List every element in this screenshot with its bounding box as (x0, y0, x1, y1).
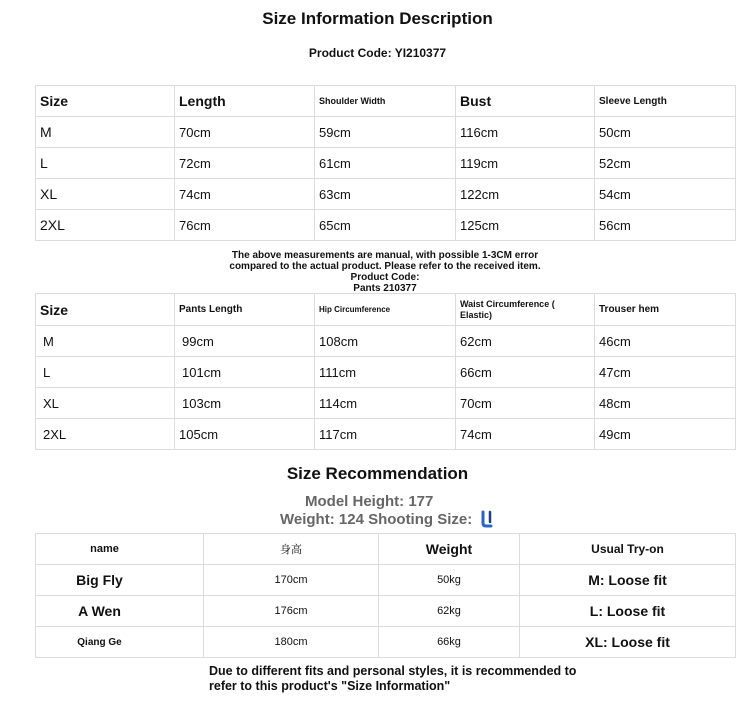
cell: 105cm (175, 419, 315, 450)
cell: M (36, 117, 175, 148)
cell: 52cm (595, 148, 736, 179)
table-header-row (36, 86, 736, 117)
note-line: Product Code: (350, 272, 420, 283)
model-weight: Weight: 124 Shooting Size: (280, 511, 473, 528)
table-row (36, 117, 736, 148)
table-row (36, 596, 736, 627)
cell: 72cm (175, 148, 315, 179)
cell: 48cm (595, 388, 736, 419)
header-usual-try-on: Usual Try-on (520, 534, 736, 565)
cell: 180cm (204, 627, 379, 658)
cell: 47cm (595, 357, 736, 388)
footer-line: refer to this product's "Size Information" (209, 679, 451, 693)
cell: 122cm (456, 179, 595, 210)
footer-line: Due to different fits and personal styles, it is recommended to (209, 664, 577, 678)
cell: A Wen (36, 596, 204, 627)
footer-note (209, 664, 576, 694)
table-row (36, 627, 736, 658)
header-height: 身高 (204, 534, 379, 565)
cell: 108cm (315, 326, 456, 357)
header-bust: Bust (456, 86, 595, 117)
cell: 111cm (315, 357, 456, 388)
header-trouser-hem: Trouser hem (595, 294, 736, 326)
table-row (36, 179, 736, 210)
table-header-row (36, 294, 736, 326)
cell: 59cm (315, 117, 456, 148)
cell: 50kg (379, 565, 520, 596)
cell: 114cm (315, 388, 456, 419)
cell: 116cm (456, 117, 595, 148)
cell: 170cm (204, 565, 379, 596)
header-weight: Weight (379, 534, 520, 565)
measurement-note (0, 250, 755, 294)
cell: XL (36, 388, 175, 419)
table-header-row (36, 534, 736, 565)
cell: 54cm (595, 179, 736, 210)
cell: 74cm (456, 419, 595, 450)
cell: 66kg (379, 627, 520, 658)
cell: L (36, 148, 175, 179)
cell: 62kg (379, 596, 520, 627)
cell: 2XL (36, 210, 175, 241)
header-size: Size (36, 294, 175, 326)
cell: Qiang Ge (36, 627, 204, 658)
cell: 101cm (175, 357, 315, 388)
cell: L (36, 357, 175, 388)
header-waist-circumference (456, 294, 595, 326)
cell: 65cm (315, 210, 456, 241)
cell: 117cm (315, 419, 456, 450)
table-row (36, 148, 736, 179)
size-table (35, 85, 736, 241)
hanger-icon (479, 510, 493, 528)
cell: XL: Loose fit (520, 627, 736, 658)
cell: 76cm (175, 210, 315, 241)
cell: M: Loose fit (520, 565, 736, 596)
cell: 46cm (595, 326, 736, 357)
cell: 103cm (175, 388, 315, 419)
header-shoulder-width: Shoulder Width (315, 86, 456, 117)
header-hip-circumference: Hip Circumference (315, 294, 456, 326)
model-height: Model Height: 177 (305, 493, 434, 510)
note-line: The above measurements are manual, with possible 1-3CM error (231, 250, 539, 261)
product-code: Product Code: YI210377 (308, 46, 447, 60)
cell: 62cm (456, 326, 595, 357)
header-length: Length (175, 86, 315, 117)
cell: 125cm (456, 210, 595, 241)
cell: 2XL (36, 419, 175, 450)
cell: Big Fly (36, 565, 204, 596)
cell: 61cm (315, 148, 456, 179)
pants-size-table (35, 293, 736, 450)
cell: XL (36, 179, 175, 210)
cell: M (36, 326, 175, 357)
cell: 50cm (595, 117, 736, 148)
header-waist-line: Waist Circumference ( (460, 298, 555, 309)
recommendation-table (35, 533, 736, 658)
cell: 63cm (315, 179, 456, 210)
cell: 56cm (595, 210, 736, 241)
table-row (36, 357, 736, 388)
table-row (36, 388, 736, 419)
table-row (36, 326, 736, 357)
note-line: Pants 210377 (353, 283, 417, 294)
cell: 70cm (456, 388, 595, 419)
cell: 49cm (595, 419, 736, 450)
cell: 70cm (175, 117, 315, 148)
model-weight-line (280, 510, 493, 528)
cell: 74cm (175, 179, 315, 210)
recommendation-title: Size Recommendation (286, 464, 469, 483)
table-row (36, 565, 736, 596)
header-size: Size (36, 86, 175, 117)
note-line: compared to the actual product. Please refer to the received item. (229, 261, 541, 272)
header-waist-line: Elastic) (460, 309, 493, 320)
cell: 176cm (204, 596, 379, 627)
header-sleeve-length: Sleeve Length (595, 86, 736, 117)
table-row (36, 210, 736, 241)
cell: 99cm (175, 326, 315, 357)
header-pants-length: Pants Length (175, 294, 315, 326)
table-row (36, 419, 736, 450)
header-name: name (36, 534, 204, 565)
cell: 66cm (456, 357, 595, 388)
cell: 119cm (456, 148, 595, 179)
cell: L: Loose fit (520, 596, 736, 627)
page-title: Size Information Description (262, 9, 493, 28)
